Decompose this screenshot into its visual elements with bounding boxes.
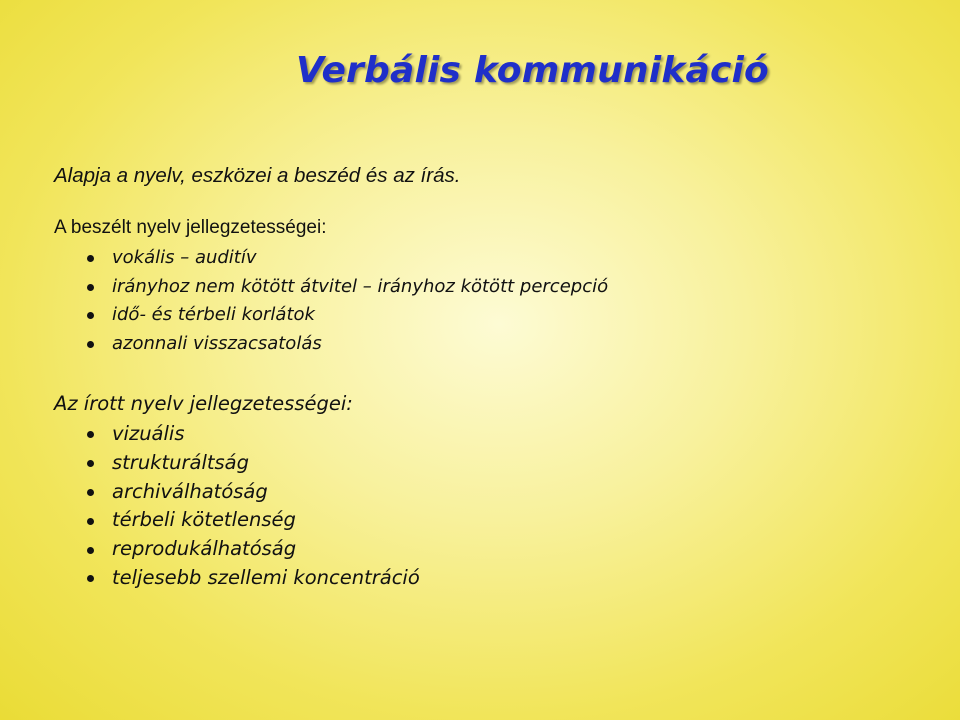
bullet-icon [87,547,94,554]
bullet-icon [87,460,94,467]
bullet-icon [87,312,94,319]
list-item [54,478,420,507]
list-item [54,244,608,273]
list-item [54,449,420,478]
list-item-text: strukturáltság [112,450,249,474]
list-item [54,535,420,564]
list-item-text: idő- és térbeli korlátok [112,304,315,326]
bullet-icon [87,431,94,438]
list-item [54,330,608,359]
bullet-icon [87,489,94,496]
bullet-icon [87,255,94,262]
slide-title: Verbális kommunikáció [296,50,769,91]
bullet-icon [87,518,94,525]
list-item-text: irányhoz nem kötött átvitel – irányhoz kötött percepció [112,275,609,297]
list-item-text: archiválhatóság [112,479,268,503]
written-list [54,420,420,593]
spoken-heading: A beszélt nyelv jellegzetességei: [54,217,327,238]
list-item-text: vokális – auditív [112,247,257,268]
list-item [54,301,608,330]
list-item-text: azonnali visszacsatolás [112,332,322,354]
intro-text: Alapja a nyelv, eszközei a beszéd és az írás. [54,164,461,187]
list-item [54,420,420,449]
bullet-icon [87,284,94,291]
bullet-icon [87,341,94,348]
list-item-text: reprodukálhatóság [112,537,297,561]
list-item [54,273,608,302]
list-item [54,564,420,593]
list-item-text: vizuális [112,422,185,445]
spoken-list [54,244,608,358]
written-heading: Az írott nyelv jellegzetességei: [54,392,353,415]
list-item [54,506,420,535]
list-item-text: térbeli kötetlenség [112,508,296,532]
bullet-icon [87,575,94,582]
spoken-language-section [54,217,608,358]
list-item-text: teljesebb szellemi koncentráció [112,565,420,589]
written-language-section [54,392,420,593]
